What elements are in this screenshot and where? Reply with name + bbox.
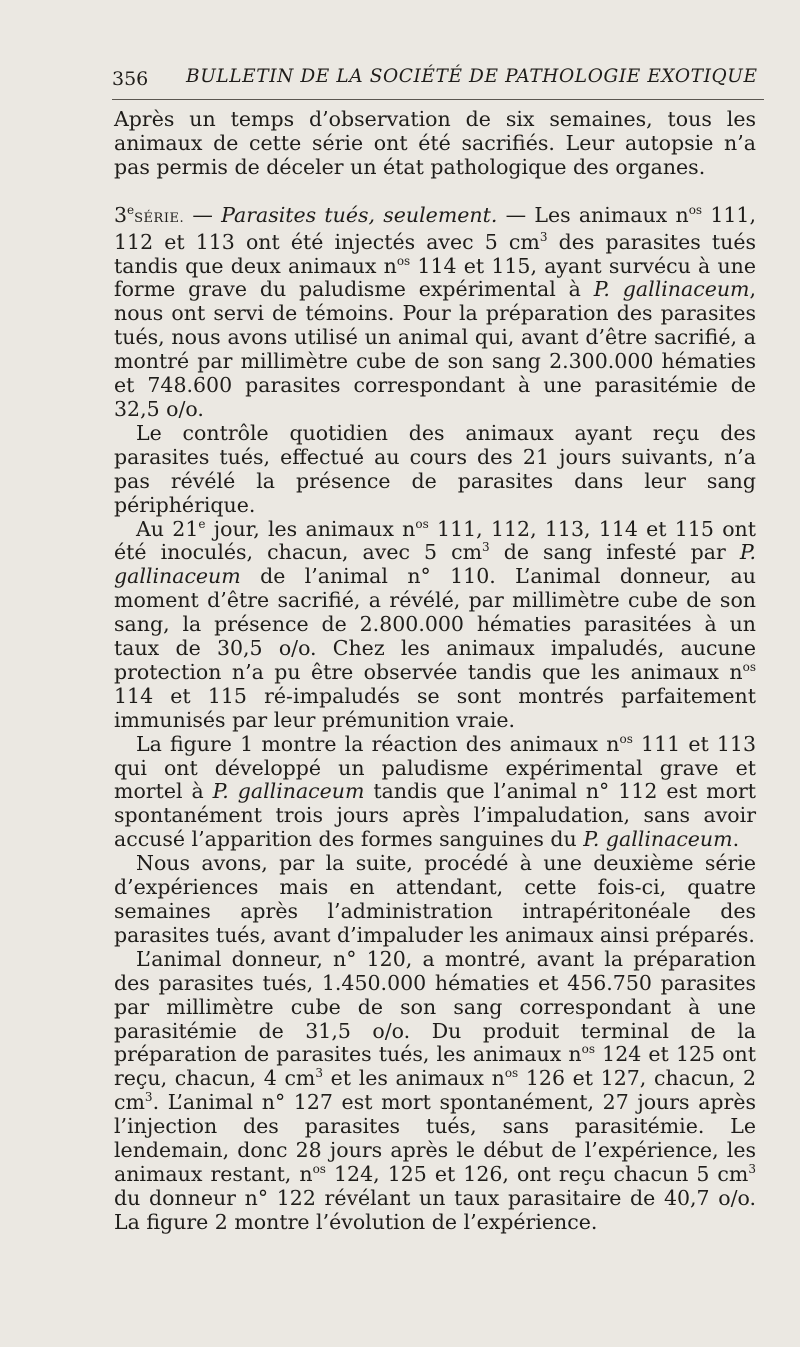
series-paragraph: 3eSÉRIE. — Parasites tués, seulement. — Les animaux $n^{os}$ 111, 112 et 113 ont été injectés avec 5 $cm^3$ des parasites tués tandis que deux animaux $n^{os}$ 114 et 115, ayant survécu à une forme grave du paludisme expérimental à P. gallinaceum, nous ont servi de témoins. Pour la préparation des parasites tués, nous avons utilisé un animal qui, avant d’être sacrifié, a montré par millimètre cube de son sang 2.300.000 hématies et 748.600 parasites correspondant à une parasitémie de 32,5 o/o. [114, 202, 756, 421]
paragraph: Le contrôle quotidien des animaux ayant reçu des parasites tués, effectué au cours des 21 jours suivants, n’a pas révélé la présence de parasites dans leur sang périphérique. [114, 420, 756, 517]
paragraph: La figure 1 montre la réaction des animaux $n^{os}$ 111 et 113 qui ont développé un paludisme expérimental grave et mortel à P. gallinaceum tandis que l’animal n° 112 est mort spontanément trois jours après l’impaludation, sans avoir accusé l’apparition des formes sanguines du P. gallinaceum. [114, 731, 757, 852]
page-header [112, 66, 758, 94]
paragraph: L’animal donneur, n° 120, a montré, avant la préparation des parasites tués, 1.450.000 hématies et 456.750 parasites par millimètre cube de son sang correspondant à une parasitémie de 31,5 o/o. Du produit terminal de la préparation de parasites tués, les animaux $n^{os}$ 124 et 125 ont reçu, chacun, 4 $cm^3$ et les animaux $n^{os}$ 126 et 127, chacun, 2 $cm^3$. L’animal n° 127 est mort spontanément, 27 jours après l’injection des parasites tués, sans parasitémie. Le lendemain, donc 28 jours après le début de l’expérience, les animaux restant, $n^{os}$ 124, 125 et 126, ont reçu chacun 5 $cm^3$ du donneur n° 122 révélant un taux parasitaire de 40,7 o/o. La figure 2 montre l’évolution de l’expérience. [114, 946, 756, 1234]
paragraph: Après un temps d’observation de six semaines, tous les animaux de cette série ont été sacrifiés. Leur autopsie n’a pas permis de déceler un état pathologique des organes. [114, 107, 756, 179]
series-title: Parasites tués, seulement. [221, 202, 498, 227]
body-text [114, 108, 756, 1235]
series-label: 3eSÉRIE. [114, 202, 185, 227]
page-number: 356 [112, 68, 149, 90]
running-title: BULLETIN DE LA SOCIÉTÉ DE PATHOLOGIE EXOTIQUE [186, 66, 758, 87]
paragraph: Au 21e jour, les animaux $n^{os}$ 111, 112, 113, 114 et 115 ont été inoculés, chacun, avec 5 $cm^3$ de sang infesté par P. gallinaceum de l’animal n° 110. L’animal donneur, au moment d’être sacrifié, a révélé, par millimètre cube de son sang, la présence de 2.800.000 hématies parasitées à un taux de 30,5 o/o. Chez les animaux impaludés, aucune protection n’a pu être observée tandis que les animaux $n^{os}$ 114 et 115 ré-impaludés se sont montrés parfaitement immunisés par leur prémunition vraie. [114, 516, 756, 732]
header-rule [112, 99, 764, 100]
paragraph: Nous avons, par la suite, procédé à une deuxième série d’expériences mais en attendant, cette fois-ci, quatre semaines après l’administration intrapéritonéale des parasites tués, avant d’impaluder les animaux ainsi préparés. [114, 851, 756, 947]
